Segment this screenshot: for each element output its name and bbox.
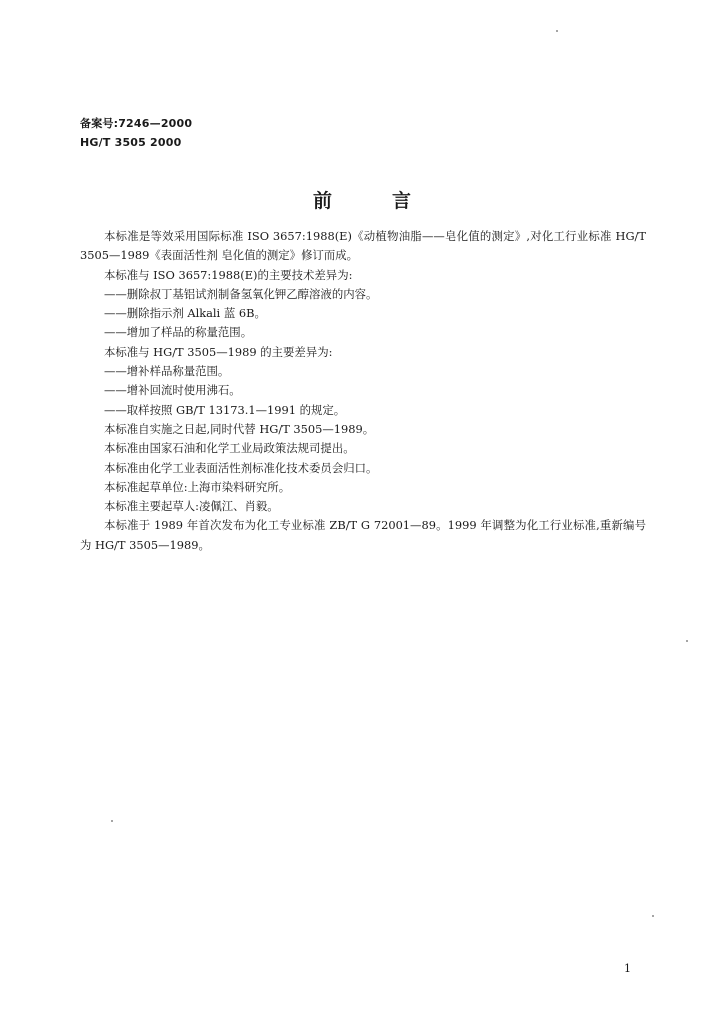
paragraph: 本标准起草单位:上海市染料研究所。 (104, 479, 291, 494)
scan-speck (111, 820, 113, 822)
paragraph: ——删除叔丁基铝试剂制备氢氧化钾乙醇溶液的内容。 (104, 286, 378, 301)
scan-speck (652, 915, 654, 917)
paragraph: 本标准主要起草人:凌佩江、肖毅。 (104, 499, 279, 514)
paragraph: 本标准于 1989 年首次发布为化工专业标准 ZB/T G 72001—89。1999 年调整为化工行业标准,重新编号为 HG/T 3505—1989。 (80, 518, 646, 552)
paragraph: ——增加了样品的称量范围。 (104, 325, 253, 340)
paragraph: ——删除指示剂 Alkali 蓝 6B。 (104, 306, 266, 321)
paragraph: ——增补回流时使用沸石。 (104, 383, 241, 398)
paragraph: ——增补样品称量范围。 (104, 364, 230, 379)
paragraph: ——取样按照 GB/T 13173.1—1991 的规定。 (104, 402, 346, 417)
paragraph: 本标准与 ISO 3657:1988(E)的主要技术差异为: (104, 267, 353, 282)
paragraph: 本标准由化学工业表面活性剂标准化技术委员会归口。 (104, 460, 378, 475)
scan-speck (686, 640, 688, 642)
page-number: 1 (624, 962, 631, 975)
scan-speck (556, 30, 558, 32)
paragraph: 本标准与 HG/T 3505—1989 的主要差异为: (104, 344, 333, 359)
standard-code: HG/T 3505 2000 (80, 136, 182, 149)
paragraph: 本标准自实施之日起,同时代替 HG/T 3505—1989。 (104, 421, 375, 436)
document-header (80, 114, 192, 152)
foreword-body (80, 227, 646, 555)
paragraph: 本标准是等效采用国际标准 ISO 3657:1988(E)《动植物油脂——皂化值的测定》,对化工行业标准 HG/T 3505—1989《表面活性剂 皂化值的测定》修订而成。 (80, 229, 646, 263)
filing-number: 备案号:7246—2000 (80, 117, 193, 130)
page-title: 前言 (312, 190, 471, 212)
paragraph: 本标准由国家石油和化学工业局政策法规司提出。 (104, 441, 355, 456)
